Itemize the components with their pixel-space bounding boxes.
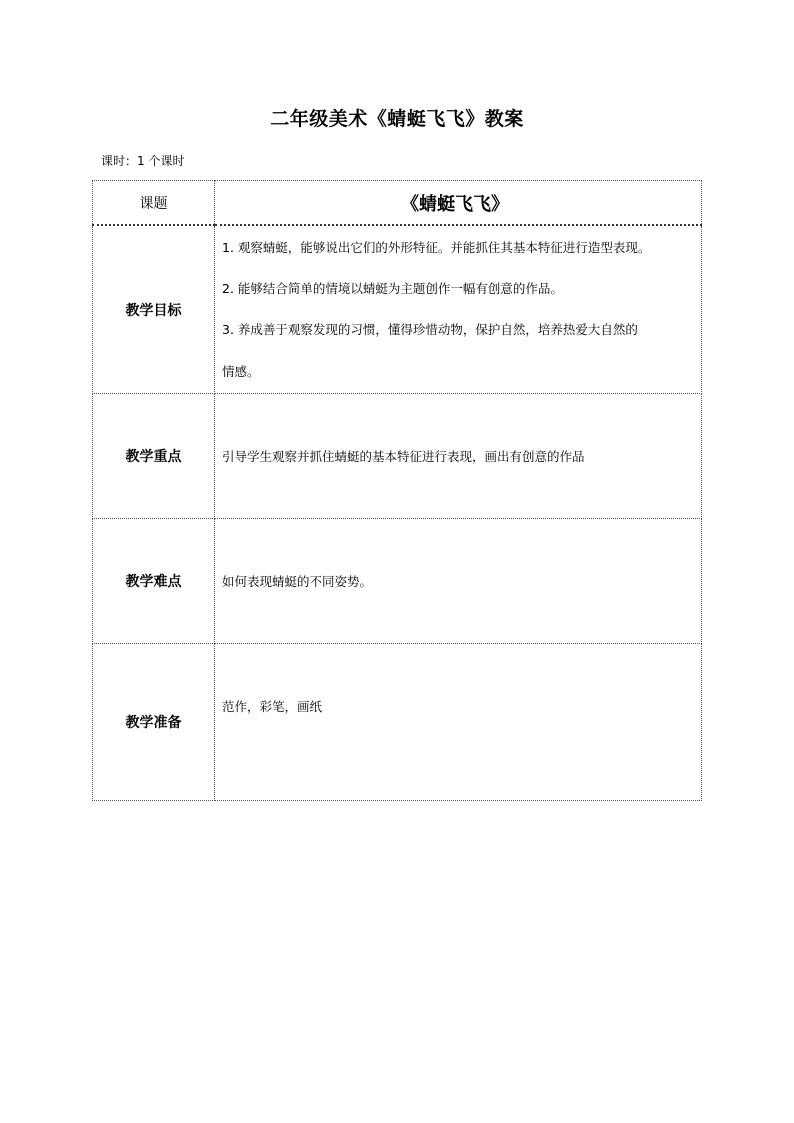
goal-item-3-continuation: 情感。 <box>222 363 260 379</box>
preparation-cell <box>215 644 702 801</box>
preparation-label: 教学准备 <box>93 644 215 801</box>
table-row-focus <box>93 394 702 519</box>
goal-item-3 <box>222 320 695 382</box>
topic-label: 课题 <box>93 181 215 226</box>
goals-list <box>222 238 695 382</box>
goals-content <box>215 225 702 394</box>
difficulty-value: 如何表现蜻蜓的不同姿势。 <box>215 519 702 644</box>
lesson-plan-table <box>92 180 702 801</box>
topic-value: 《蜻蜓飞飞》 <box>215 181 702 226</box>
goal-item-3-text: 3. 养成善于观察发现的习惯，懂得珍惜动物，保护自然，培养热爱大自然的 <box>222 321 638 337</box>
table-row-preparation <box>93 644 702 801</box>
document-title: 二年级美术《蜻蜓飞飞》教案 <box>270 108 524 130</box>
lesson-period: 课时：1 个课时 <box>101 154 185 168</box>
focus-value: 引导学生观察并抓住蜻蜓的基本特征进行表现，画出有创意的作品 <box>215 394 702 519</box>
focus-label: 教学重点 <box>93 394 215 519</box>
table-row-goals <box>93 225 702 394</box>
table-row-topic <box>93 181 702 226</box>
preparation-value: 范作，彩笔，画纸 <box>222 699 323 714</box>
difficulty-label: 教学难点 <box>93 519 215 644</box>
goal-item-1: 1. 观察蜻蜓，能够说出它们的外形特征。并能抓住其基本特征进行造型表现。 <box>222 239 651 255</box>
goal-item-2: 2. 能够结合简单的情境以蜻蜓为主题创作一幅有创意的作品。 <box>222 280 563 296</box>
goals-label: 教学目标 <box>93 225 215 394</box>
table-row-difficulty <box>93 519 702 644</box>
